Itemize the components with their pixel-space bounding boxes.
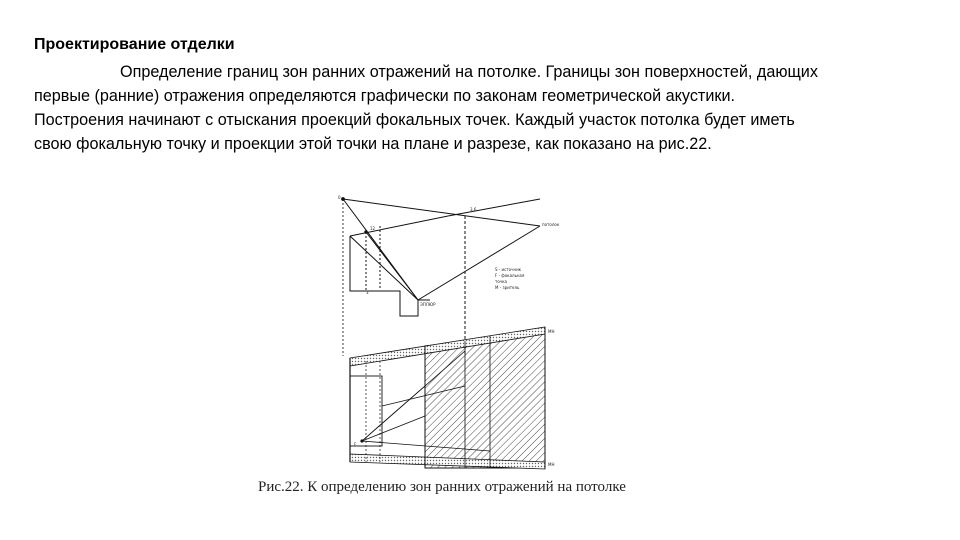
legend bbox=[495, 267, 525, 290]
plan-ray-4 bbox=[362, 416, 425, 441]
paragraph-line-2: первые (ранние) отражения определяются графически по законам геометрической акустики. bbox=[34, 87, 736, 105]
paragraph-line-4: свою фокальную точку и проекции этой точки на плане и разрезе, как показано на рис.22. bbox=[34, 135, 712, 153]
figure-22 bbox=[330, 186, 570, 478]
slide-paragraph bbox=[34, 60, 924, 156]
focal-point-dot bbox=[342, 198, 345, 201]
ray-4 bbox=[366, 232, 418, 300]
slide-title: Проектирование отделки bbox=[34, 36, 235, 53]
legend-line-3: точка bbox=[495, 279, 508, 284]
paragraph-line-3: Построения начинают с отыскания проекций фокальных точек. Каждый участок потолка будет иметь bbox=[34, 111, 795, 129]
legend-line-1: S - источник bbox=[495, 267, 522, 272]
ceiling-line bbox=[343, 199, 540, 226]
plan-ray-2 bbox=[362, 386, 425, 441]
plan-bottom-right-label: МН bbox=[548, 462, 555, 467]
figure-drawing bbox=[330, 186, 570, 478]
plan-top-right-label: МН bbox=[548, 329, 555, 334]
floor-rake bbox=[418, 226, 540, 300]
top-point-label: 0 bbox=[338, 195, 341, 200]
mark-c-label: 3 bbox=[366, 290, 369, 295]
stage-label: ЭПЛЮР bbox=[420, 302, 436, 307]
focal-point-plan bbox=[360, 439, 363, 442]
ceiling-label: потолок bbox=[542, 222, 560, 227]
plan-focal-label: F bbox=[354, 442, 357, 447]
paragraph-line-1: Определение границ зон ранних отражений на потолке. Границы зон поверхностей, дающих bbox=[120, 63, 818, 81]
ray-3 bbox=[350, 236, 418, 300]
mark-b-label: 12 bbox=[370, 226, 376, 231]
legend-line-4: М - зритель bbox=[495, 285, 520, 290]
plan-drawing bbox=[350, 327, 545, 469]
roof-line bbox=[448, 199, 540, 216]
legend-line-2: F - фокальная bbox=[495, 273, 525, 278]
stage-outline bbox=[350, 236, 430, 316]
mark-dot bbox=[365, 231, 367, 233]
figure-caption: Рис.22. К определению зон ранних отражений на потолке bbox=[258, 479, 626, 495]
mark-a-label: 3,6 bbox=[470, 207, 477, 212]
